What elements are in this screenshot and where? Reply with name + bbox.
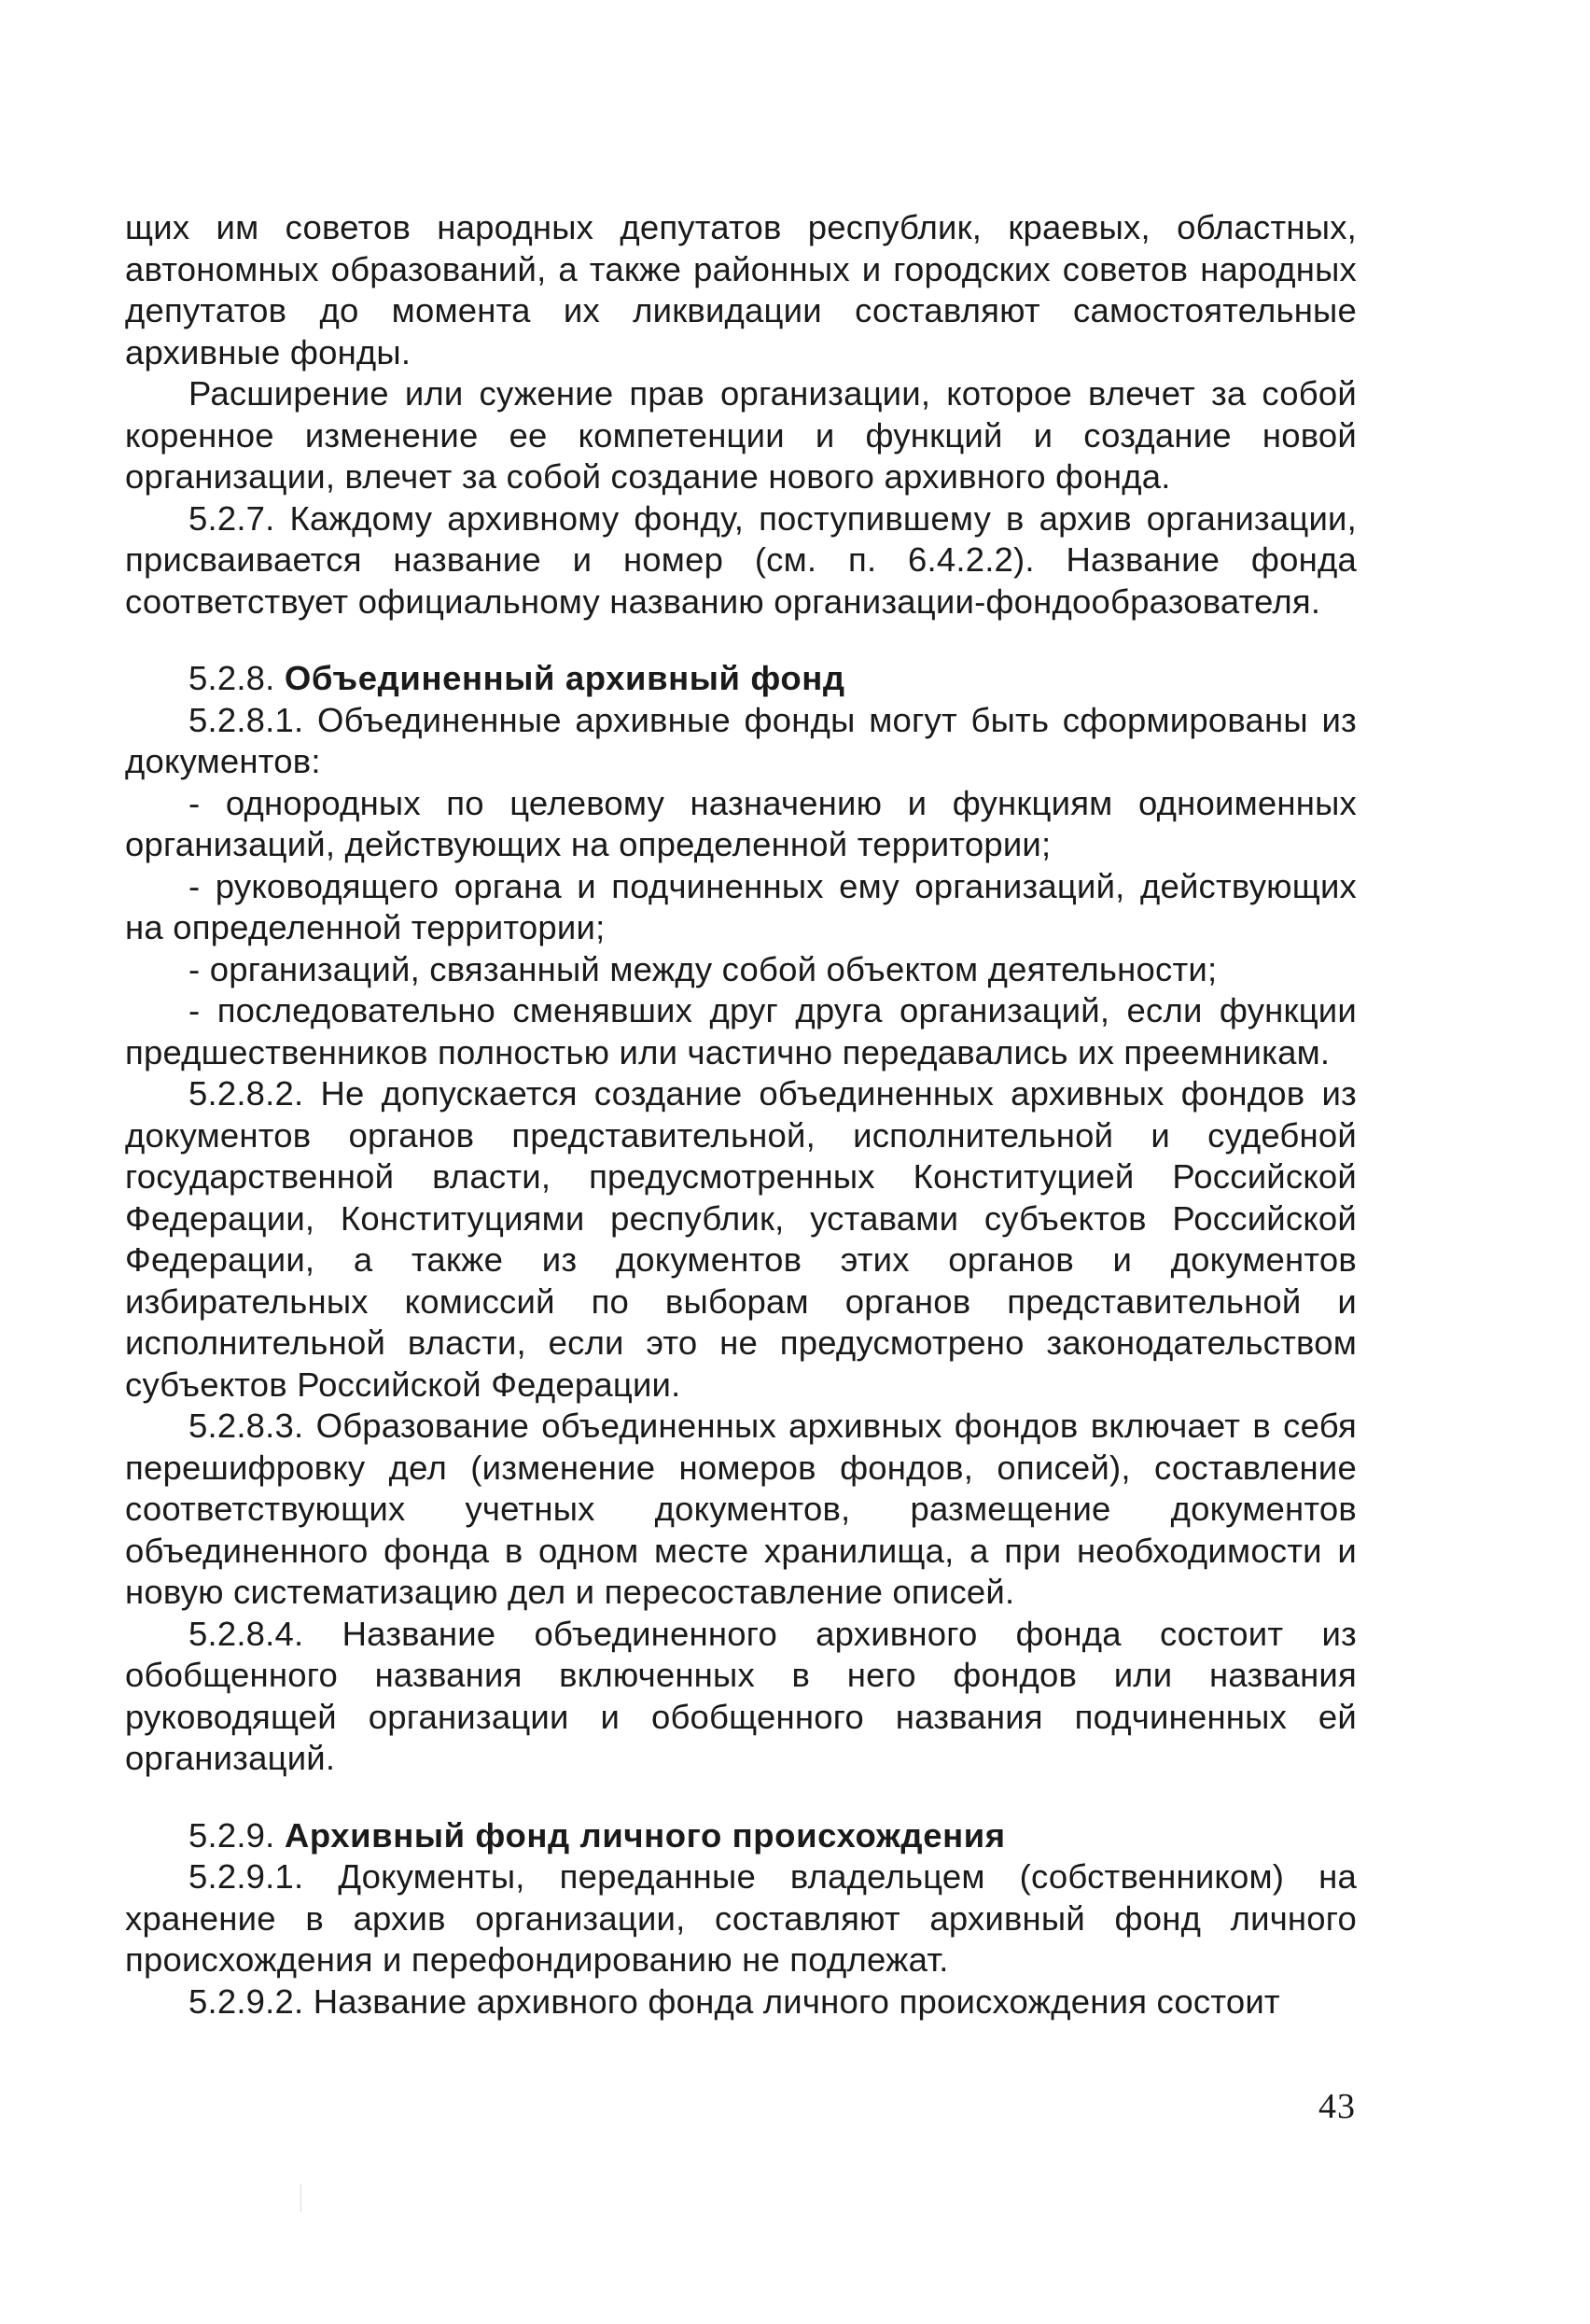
document-page <box>125 207 1357 2023</box>
paragraph-continuation: щих им советов народных депутатов республик, краевых, областных, автономных образований, а также районных и городских советов народных депутатов до момента их ликвидации составляют самостоятельные архивные фонды. <box>125 208 1357 371</box>
list-item: - руководящего органа и подчиненных ему организаций, действующих на определенной территории; <box>125 866 1357 946</box>
paragraph-5-2-7: 5.2.7. Каждому архивному фонду, поступившему в архив организации, присваивается название и номер (см. п. 6.4.2.2). Название фонда соответствует официальному названию организации-фондообразователя. <box>125 498 1357 621</box>
scan-artifact <box>300 2184 301 2212</box>
list-item: - однородных по целевому назначению и функциям одноименных организаций, действующих на определенной территории; <box>125 783 1357 863</box>
paragraph-rights-change: Расширение или сужение прав организации, которое влечет за собой коренное изменение ее компетенции и функций и создание новой организации, влечет за собой создание нового архивного фонда. <box>125 374 1357 496</box>
paragraph-5-2-9-1: 5.2.9.1. Документы, переданные владельцем (собственником) на хранение в архив организации, составляют архивный фонд личного происхождения и перефондированию не подлежат. <box>125 1857 1357 1979</box>
section-title: Архивный фонд личного происхождения <box>284 1815 1006 1855</box>
paragraph-5-2-8-3: 5.2.8.3. Образование объединенных архивных фондов включает в себя перешифровку дел (изменение номеров фондов, описей), составление соответствующих учетных документов, размещение документов объединенного фонда в одном месте хранилища, а при необходимости и новую систематизацию дел и пересоставление описей. <box>125 1407 1357 1611</box>
paragraph-5-2-8-2: 5.2.8.2. Не допускается создание объединенных архивных фондов из документов органов представительной, исполнительной и судебной государственной власти, предусмотренных Конституцией Российской Федерации, Конституциями республик, уставами субъектов Российской Федерации, а также из документов этих органов и документов избирательных комиссий по выборам органов представительной и исполнительной власти, если это не предусмотрено законодательством субъектов Российской Федерации. <box>125 1074 1357 1404</box>
section-heading-5-2-9 <box>125 1815 1357 1857</box>
section-title: Объединенный архивный фонд <box>284 659 845 697</box>
paragraph-5-2-9-2: 5.2.9.2. Название архивного фонда личного происхождения состоит <box>188 1981 1280 2021</box>
list-item: - организаций, связанный между собой объектом деятельности; <box>188 949 1218 988</box>
page-number: 43 <box>1318 2087 1356 2126</box>
section-number: 5.2.9. <box>188 1815 275 1855</box>
paragraph-5-2-8-1: 5.2.8.1. Объединенные архивные фонды могут быть сформированы из документов: <box>125 700 1357 780</box>
paragraph-5-2-8-4: 5.2.8.4. Название объединенного архивного фонда состоит из обобщенного названия включенных в него фондов или названия руководящей организации и обобщенного названия подчиненных ей организаций. <box>125 1614 1357 1777</box>
list-item: - последовательно сменявших друг друга организаций, если функции предшественников полностью или частично передавались их преемникам. <box>125 991 1357 1071</box>
section-number: 5.2.8. <box>188 659 275 697</box>
section-heading-5-2-8 <box>125 658 1357 700</box>
